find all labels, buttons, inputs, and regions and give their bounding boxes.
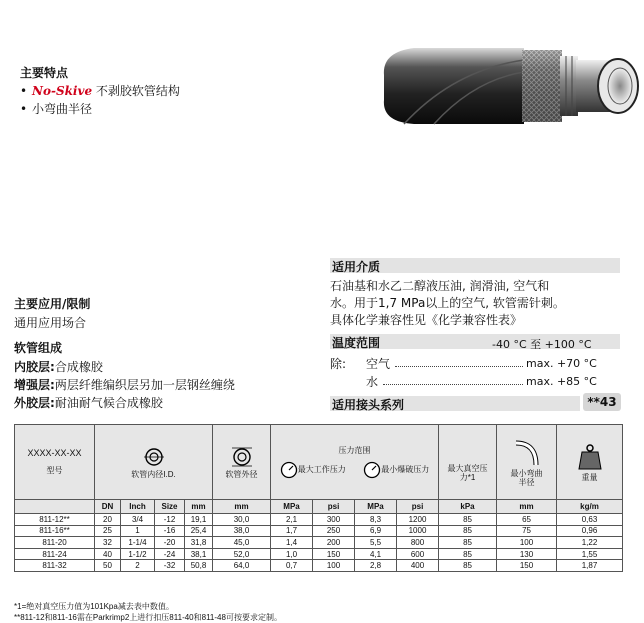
table-cell: 38,1 [185,548,213,560]
table-cell: 1-1/2 [121,548,155,560]
unit-cell-blank [15,500,95,514]
bend-radius-label: 最小弯曲半径 [510,469,543,487]
table-cell: 4,1 [355,548,397,560]
media-line-1: 石油基和水乙二醇液压油, 润滑油, 空气和 [330,279,550,293]
table-cell: 1,0 [271,548,313,560]
feature-text: 不剥胶软管结构 [92,84,180,98]
construction-title: 软管组成 [14,341,63,355]
table-cell: 40 [95,548,121,560]
temperature-title: 温度范围 [332,336,381,350]
table-cell: 150 [497,560,557,572]
spec-table [14,424,623,572]
table-cell: 0,96 [557,525,623,537]
table-cell: 85 [439,560,497,572]
table-cell: 1,4 [271,537,313,549]
burst-pressure-label: 最小爆破压力 [381,465,430,474]
bullet-icon: • [20,102,28,116]
footnote-2: **811-12和811-16需在Parkrimp2上进行扣压811-40和811-48可按要求定制。 [14,613,282,622]
table-cell: 85 [439,514,497,526]
table-cell: 75 [497,525,557,537]
table-row [15,514,623,526]
water-dotted-leader [383,384,523,385]
media-title: 适用介质 [332,260,381,274]
bend-radius-header [497,425,557,500]
inner-layer [14,358,103,375]
table-cell: 85 [439,537,497,549]
table-cell: 30,0 [213,514,271,526]
footnote-1: *1=绝对真空压力值为101Kpa减去表中数值。 [14,602,174,611]
vacuum-header [439,425,497,500]
table-cell: 38,0 [213,525,271,537]
part-number-header [15,425,95,500]
table-cell: 1 [121,525,155,537]
media-line-3: 具体化学兼容性见《化学兼容性表》 [330,313,523,327]
inner-layer-label: 内胶层: [14,360,55,374]
inner-diameter-label: 软管内径I.D. [131,469,176,479]
reinforcement-label: 增强层: [14,378,55,392]
table-cell: 250 [313,525,355,537]
outer-layer [14,394,163,411]
outer-layer-label: 外胶层: [14,396,55,410]
table-row [15,537,623,549]
unit-cell: DN [95,500,121,514]
table-cell: 25,4 [185,525,213,537]
unit-cell: psi [397,500,439,514]
unit-cell: mm [213,500,271,514]
temperature-range: -40 °C 至 +100 °C [492,338,592,351]
table-cell: 600 [397,548,439,560]
reinforcement-layer [14,376,235,393]
table-cell: 800 [397,537,439,549]
table-cell: 65 [497,514,557,526]
fittings-title: 适用接头系列 [332,398,405,412]
outer-layer-text: 耐油耐气候合成橡胶 [54,396,163,410]
weight-header [557,425,623,500]
unit-cell: MPa [271,500,313,514]
table-cell: -12 [155,514,185,526]
hose-image [374,30,644,140]
application-text: 通用应用场合 [14,316,87,330]
table-cell: 8,3 [355,514,397,526]
table-cell: 85 [439,548,497,560]
table-cell: 150 [313,548,355,560]
table-cell: 2,1 [271,514,313,526]
unit-cell: kPa [439,500,497,514]
table-cell: 1200 [397,514,439,526]
table-cell: 20 [95,514,121,526]
application-title: 主要应用/限制 [14,297,91,311]
feature-item-no-skive [20,82,180,99]
vacuum-label: 最大真空压力*1 [447,464,488,482]
table-cell: 200 [313,537,355,549]
unit-cell: mm [497,500,557,514]
table-cell: 50 [95,560,121,572]
table-cell: -24 [155,548,185,560]
table-row [15,525,623,537]
table-cell: 52,0 [213,548,271,560]
table-cell: 100 [313,560,355,572]
water-max-temp: max. +85 °C [526,375,597,388]
part-pattern: XXXX-XX-XX [27,448,82,458]
table-cell: 6,9 [355,525,397,537]
table-cell: 1,87 [557,560,623,572]
table-cell: 100 [497,537,557,549]
table-row [15,560,623,572]
weight-icon [576,443,604,471]
pressure-range-header [271,425,439,500]
feature-text: 小弯曲半径 [32,102,93,116]
bend-radius-icon [512,437,542,467]
table-cell: 1-1/4 [121,537,155,549]
unit-cell: Inch [121,500,155,514]
air-label: 空气 [366,357,391,371]
table-cell: 811-32 [15,560,95,572]
temperature-except-label: 除: [330,357,347,371]
fitting-series-badge: **43 [583,393,621,411]
air-max-temp: max. +70 °C [526,357,597,370]
table-cell: 31,8 [185,537,213,549]
table-cell: 45,0 [213,537,271,549]
table-cell: 32 [95,537,121,549]
unit-cell: MPa [355,500,397,514]
table-cell: 2,8 [355,560,397,572]
table-cell: 0,7 [271,560,313,572]
inner-diameter-header [95,425,213,500]
water-label: 水 [366,375,379,389]
weight-label: 重量 [581,472,598,482]
features-title: 主要特点 [20,66,69,80]
table-cell: 811-20 [15,537,95,549]
bullet-icon: • [20,84,28,98]
air-dotted-leader [395,366,523,367]
gauge-icon [363,461,381,479]
table-cell: 25 [95,525,121,537]
table-cell: 811-12** [15,514,95,526]
table-cell: 1,55 [557,548,623,560]
outer-diameter-header [213,425,271,500]
media-line-2: 水。用于1,7 MPa以上的空气, 软管需针刺。 [330,296,565,310]
reinforcement-text: 两层纤维编织层另加一层钢丝缠绕 [54,378,235,392]
unit-cell: kg/m [557,500,623,514]
table-row [15,548,623,560]
no-skive-logo: No-Skive [32,84,93,98]
table-cell: 5,5 [355,537,397,549]
table-cell: 811-24 [15,548,95,560]
table-cell: 300 [313,514,355,526]
table-cell: 0,63 [557,514,623,526]
outer-diameter-icon [232,446,252,468]
unit-cell: mm [185,500,213,514]
inner-diameter-icon [144,446,164,468]
table-cell: -32 [155,560,185,572]
table-cell: 1,22 [557,537,623,549]
table-cell: 1,7 [271,525,313,537]
pressure-range-label: 压力范围 [338,445,371,455]
table-cell: 19,1 [185,514,213,526]
outer-diameter-label: 软管外径 [225,469,258,479]
table-cell: -16 [155,525,185,537]
inner-layer-text: 合成橡胶 [54,360,103,374]
working-pressure-group [280,461,346,479]
burst-pressure-group [363,461,429,479]
table-cell: 811-16** [15,525,95,537]
unit-cell: psi [313,500,355,514]
table-cell: 1000 [397,525,439,537]
table-cell: 64,0 [213,560,271,572]
table-cell: 3/4 [121,514,155,526]
table-cell: 130 [497,548,557,560]
table-cell: 2 [121,560,155,572]
gauge-icon [280,461,298,479]
part-number-label: 型号 [46,466,63,475]
table-cell: -20 [155,537,185,549]
feature-item-bend-radius [20,100,92,117]
unit-cell: Size [155,500,185,514]
table-cell: 400 [397,560,439,572]
working-pressure-label: 最大工作压力 [297,465,346,474]
table-cell: 50,8 [185,560,213,572]
table-cell: 85 [439,525,497,537]
